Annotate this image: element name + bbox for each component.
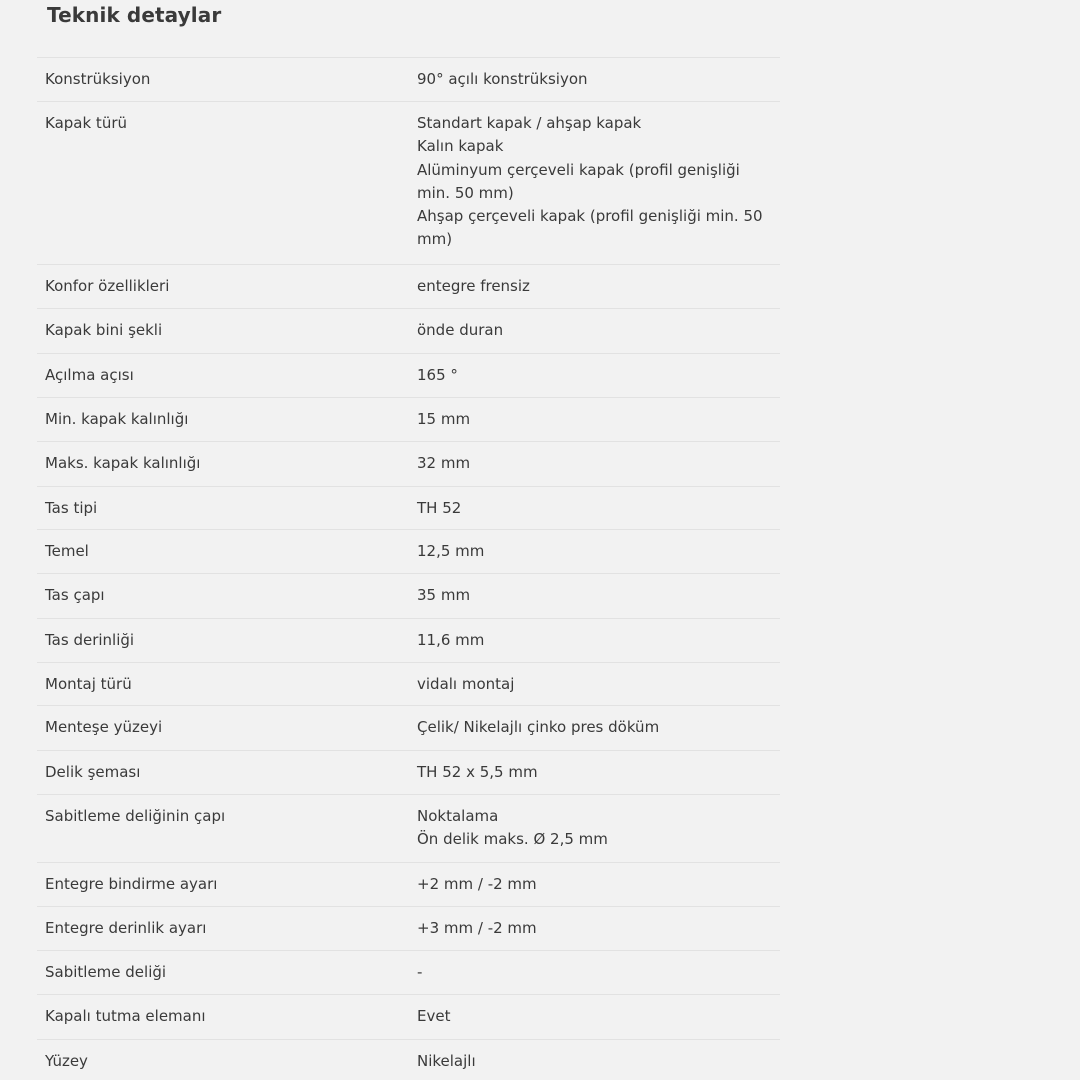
spec-value: entegre frensiz [417, 277, 530, 295]
spec-label: Tas tipi [45, 499, 98, 517]
spec-row [37, 102, 780, 265]
spec-value: 90° açılı konstrüksiyon [417, 70, 588, 88]
spec-label: Sabitleme deliği [45, 963, 167, 981]
specs-table [37, 57, 780, 1078]
spec-label: Maks. kapak kalınlığı [45, 454, 201, 472]
spec-row [37, 309, 780, 354]
spec-row [37, 751, 780, 795]
spec-row [37, 907, 780, 951]
spec-row [37, 995, 780, 1040]
spec-label: Konfor özellikleri [45, 277, 170, 295]
spec-row [37, 442, 780, 487]
spec-label: Tas çapı [45, 586, 105, 604]
spec-row [37, 487, 780, 530]
spec-value: vidalı montaj [417, 675, 515, 693]
spec-label: Açılma açısı [45, 366, 134, 384]
spec-value: Evet [417, 1007, 451, 1025]
spec-row [37, 706, 780, 751]
spec-row [37, 265, 780, 309]
spec-label: Tas derinliği [45, 631, 135, 649]
spec-label: Konstrüksiyon [45, 70, 151, 88]
spec-label: Kapak türü [45, 114, 127, 132]
spec-row [37, 354, 780, 398]
spec-value: TH 52 x 5,5 mm [417, 763, 538, 781]
spec-row [37, 795, 780, 863]
spec-value: Çelik/ Nikelajlı çinko pres döküm [417, 718, 660, 736]
spec-label: Delik şeması [45, 763, 141, 781]
spec-value: önde duran [417, 321, 504, 339]
spec-value: TH 52 [417, 499, 462, 517]
spec-label: Sabitleme deliğinin çapı [45, 807, 226, 825]
spec-label: Entegre derinlik ayarı [45, 919, 207, 937]
spec-value: Nikelajlı [417, 1052, 476, 1070]
spec-row [37, 951, 780, 995]
spec-label: Temel [45, 542, 89, 560]
spec-value: 15 mm [417, 410, 471, 428]
spec-row [37, 530, 780, 574]
spec-value: +3 mm / -2 mm [417, 919, 537, 937]
spec-label: Kapak bini şekli [45, 321, 163, 339]
spec-label: Menteşe yüzeyi [45, 718, 163, 736]
spec-value: +2 mm / -2 mm [417, 875, 537, 893]
spec-value: 35 mm [417, 586, 471, 604]
spec-row [37, 1040, 780, 1078]
spec-label: Entegre bindirme ayarı [45, 875, 218, 893]
spec-row [37, 863, 780, 907]
spec-value: 12,5 mm [417, 542, 485, 560]
spec-value: 32 mm [417, 454, 471, 472]
spec-row [37, 398, 780, 442]
section-heading: Teknik detaylar [47, 3, 222, 27]
spec-value: - [417, 963, 423, 981]
spec-row [37, 574, 780, 619]
spec-label: Montaj türü [45, 675, 132, 693]
spec-row [37, 619, 780, 663]
spec-value: 11,6 mm [417, 631, 485, 649]
spec-label: Min. kapak kalınlığı [45, 410, 189, 428]
spec-value: Standart kapak / ahşap kapak Kalın kapak Alüminyum çerçeveli kapak (profil genişliği min. 50 mm) Ahşap çerçeveli kapak (profil genişliği min. 50 mm) [417, 114, 763, 249]
spec-row [37, 663, 780, 706]
spec-value: Noktalama Ön delik maks. Ø 2,5 mm [417, 807, 608, 849]
spec-label: Kapalı tutma elemanı [45, 1007, 206, 1025]
spec-value: 165 ° [417, 366, 458, 384]
spec-label: Yüzey [45, 1052, 88, 1070]
spec-row [37, 58, 780, 102]
